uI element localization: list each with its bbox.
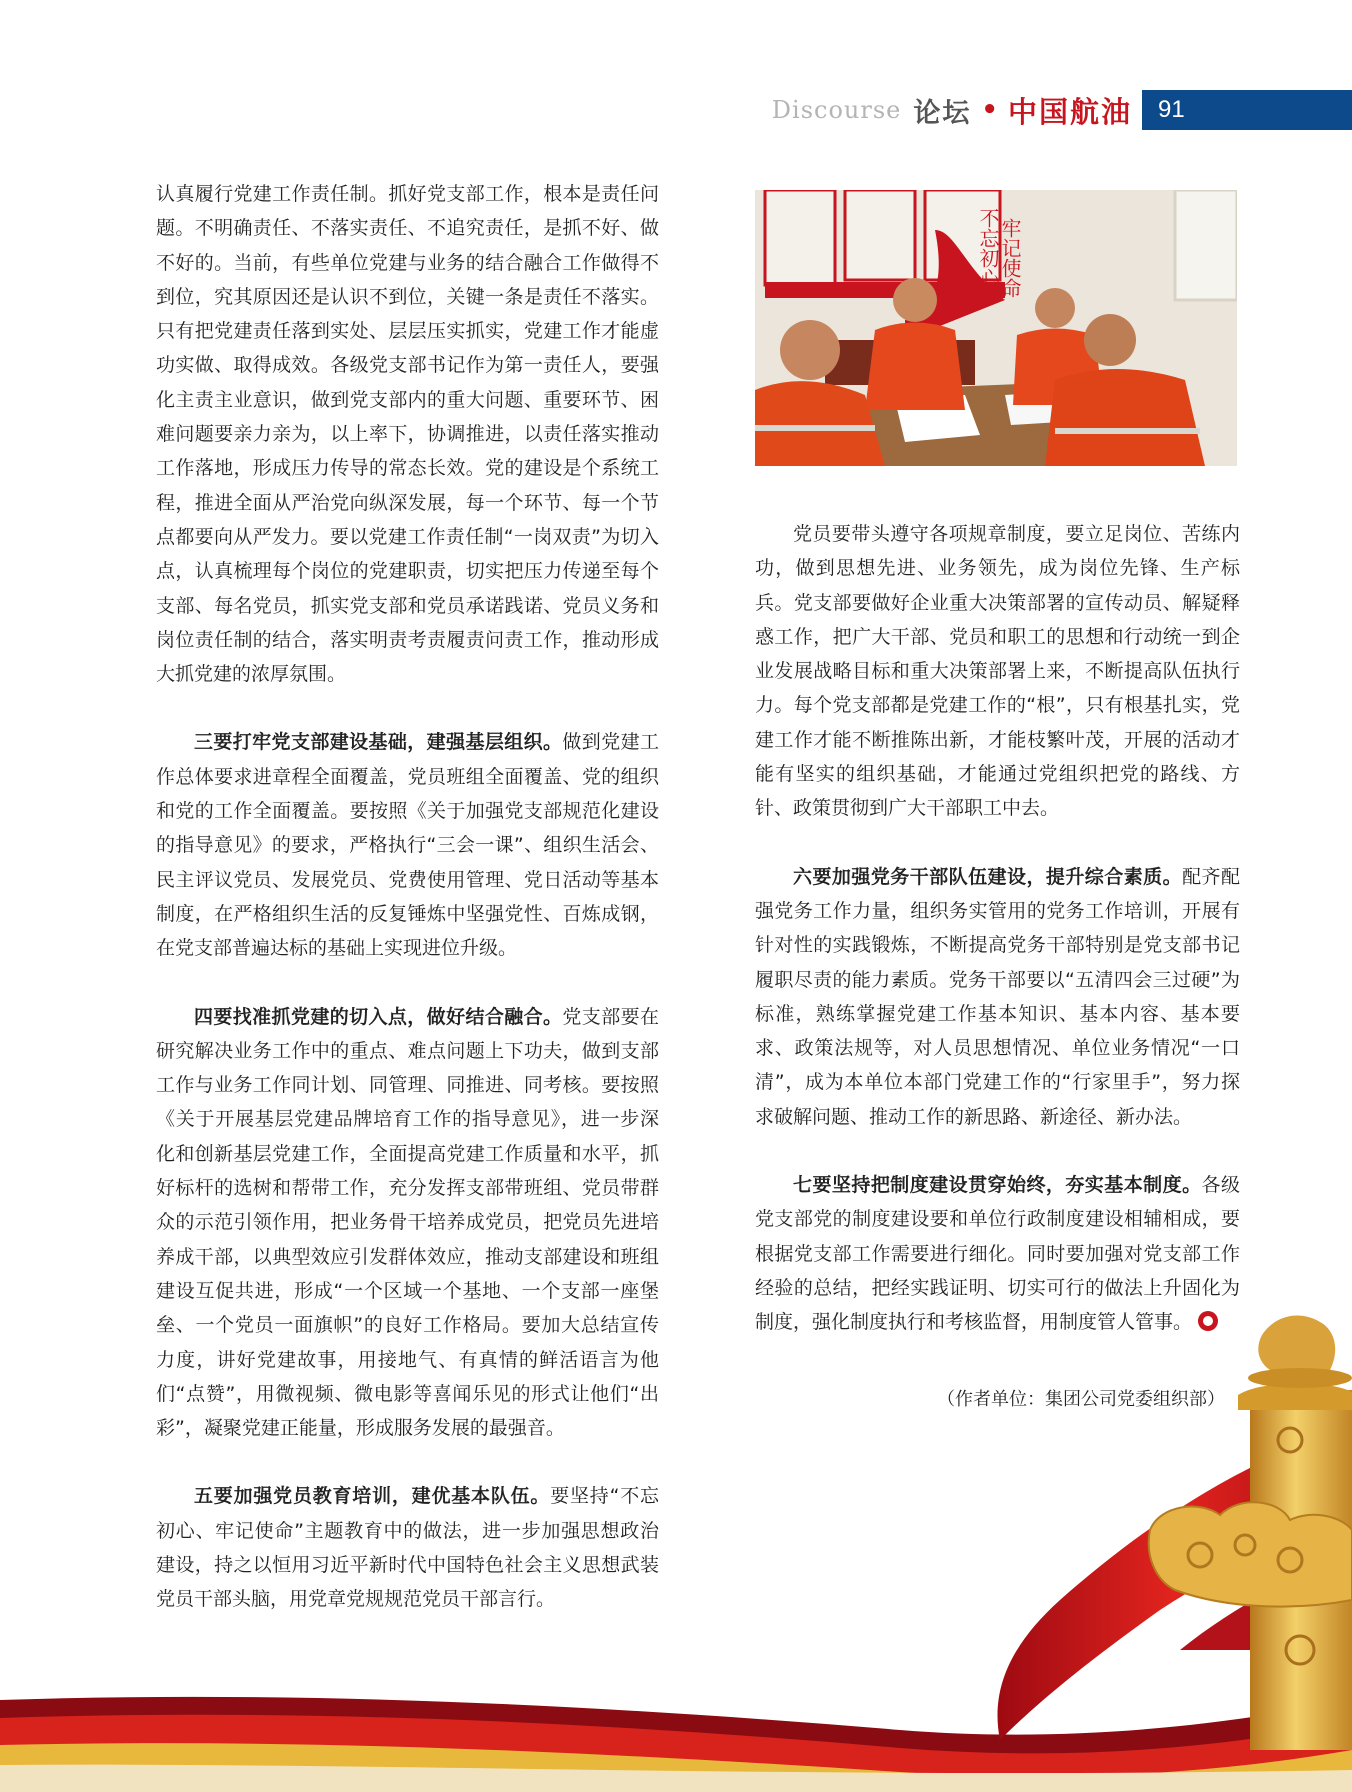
right-paragraph-3-body: 各级党支部党的制度建设要和单位行政制度建设相辅相成，要根据党支部工作需要进行细化。同时要加强对党支部工作经验的总结，把经实践证明、切实可行的做法上升固化为制度，强化制度执行和考核监督，用制度管人管事。 [755,1174,1240,1334]
right-paragraph-3-heading: 七要坚持把制度建设贯穿始终，夯实基本制度。 [793,1174,1202,1197]
right-paragraph-1: 党员要带头遵守各项规章制度，要立足岗位、苦练内功，做到思想先进、业务领先，成为岗位先锋、生产标兵。党支部要做好企业重大决策部署的宣传动员、解疑释惑工作，把广大干部、党员和职工的思想和行动统一到企业发展战略目标和重大决策部署上来，不断提高队伍执行力。每个党支部都是党建工作的“根”，只有根基扎实，党建工作才能不断推陈出新，才能枝繁叶茂，开展的活动才能有坚实的组织基础，才能通过党组织把党的路线、方针、政策贯彻到广大干部职工中去。 [755,523,1240,820]
left-paragraph-3-heading: 四要找准抓党建的切入点，做好结合融合。 [194,1005,563,1028]
meeting-photo [755,190,1237,466]
left-paragraph-4-heading: 五要加强党员教育培训，建优基本队伍。 [194,1485,551,1508]
header-discourse: Discourse [771,96,902,124]
right-paragraph-3 [755,1168,1240,1339]
article-end-icon [1198,1311,1218,1331]
header-brand: 中国航油 [1007,94,1132,129]
left-paragraph-4-body: 要坚持“不忘初心、牢记使命”主题教育中的做法，进一步加强思想政治建设，持之以恒用习近平新时代中国特色社会主义思想武装党员干部头脑，用党章党规规范党员干部言行。 [156,1485,659,1611]
meeting-photo-illustration [755,190,1237,466]
wall-slogan-2: 不忘初心 [976,208,1000,288]
right-paragraph-2-heading: 六要加强党务干部队伍建设，提升综合素质。 [793,865,1183,888]
header-dot: • [981,95,998,125]
left-paragraph-1: 认真履行党建工作责任制。抓好党支部工作，根本是责任问题。不明确责任、不落实责任、不追究责任，是抓不好、做不好的。当前，有些单位党建与业务的结合融合工作做得不到位，究其原因还是认识不到位，关键一条是责任不落实。只有把党建责任落到实处、层层压实抓实，党建工作才能虚功实做、取得成效。各级党支部书记作为第一责任人，要强化主责主业意识，做到党支部内的重大问题、重要环节、困难问题要亲力亲为，以上率下，协调推进，以责任落实推动工作落地，形成压力传导的常态长效。党的建设是个系统工程，推进全面从严治党向纵深发展，每一个环节、每一个节点都要向从严发力。要以党建工作责任制“一岗双责”为切入点，认真梳理每个岗位的党建职责，切实把压力传递至每个支部、每名党员，抓实党支部和党员承诺践诺、党员义务和岗位责任制的结合，落实明责考责履责问责工作，推动形成大抓党建的浓厚氛围。 [156,183,659,686]
page-number: 91 [1142,90,1352,130]
right-column [755,517,1240,1340]
right-paragraph-2-body: 配齐配强党务工作力量，组织务实管用的党务工作培训，开展有针对性的实践锻炼，不断提高党务干部特别是党支部书记履职尽责的能力素质。党务干部要以“五清四会三过硬”为标准，熟练掌握党建工作基本知识、基本内容、基本要求、政策法规等，对人员思想情况、单位业务情况“一口清”，成为本单位本部门党建工作的“行家里手”，努力探求破解问题、推动工作的新思路、新途径、新办法。 [755,865,1240,1128]
header-section: 论坛 [913,97,972,129]
right-paragraph-2 [755,860,1240,1134]
left-paragraph-2 [156,725,659,965]
author-byline: （作者单位：集团公司党委组织部） [937,1389,1225,1410]
page-header [772,90,1352,130]
left-paragraph-3-body: 党支部要在研究解决业务工作中的重点、难点问题上下功夫，做到支部工作与业务工作同计划、同管理、同推进、同考核。要按照《关于开展基层党建品牌培育工作的指导意见》，进一步深化和创新基层党建工作，全面提高党建工作质量和水平，抓好标杆的选树和帮带工作，充分发挥支部带班组、党员带群众的示范引领作用，把业务骨干培养成党员，把党员先进培养成干部，以典型效应引发群体效应，推动支部建设和班组建设互促共进，形成“一个区域一个基地、一个支部一座堡垒、一个党员一面旗帜”的良好工作格局。要加大总结宣传力度，讲好党建故事，用接地气、有真情的鲜活语言为他们“点赞”，用微视频、微电影等喜闻乐见的形式让他们“出彩”，凝聚党建正能量，形成服务发展的最强音。 [156,1005,659,1440]
left-paragraph-3 [156,1000,659,1446]
left-paragraph-4 [156,1479,659,1616]
wall-slogan-1: 牢记使命 [998,218,1022,298]
left-paragraph-2-body: 做到党建工作总体要求进章程全面覆盖，党员班组全面覆盖、党的组织和党的工作全面覆盖。要按照《关于加强党支部规范化建设的指导意见》的要求，严格执行“三会一课”、组织生活会、民主评议党员、发展党员、党费使用管理、党日活动等基本制度，在严格组织生活的反复锤炼中坚强党性、百炼成钢，在党支部普遍达标的基础上实现进位升级。 [156,731,659,960]
left-column [156,177,659,1617]
left-paragraph-2-heading: 三要打牢党支部建设基础，建强基层组织。 [194,731,563,754]
